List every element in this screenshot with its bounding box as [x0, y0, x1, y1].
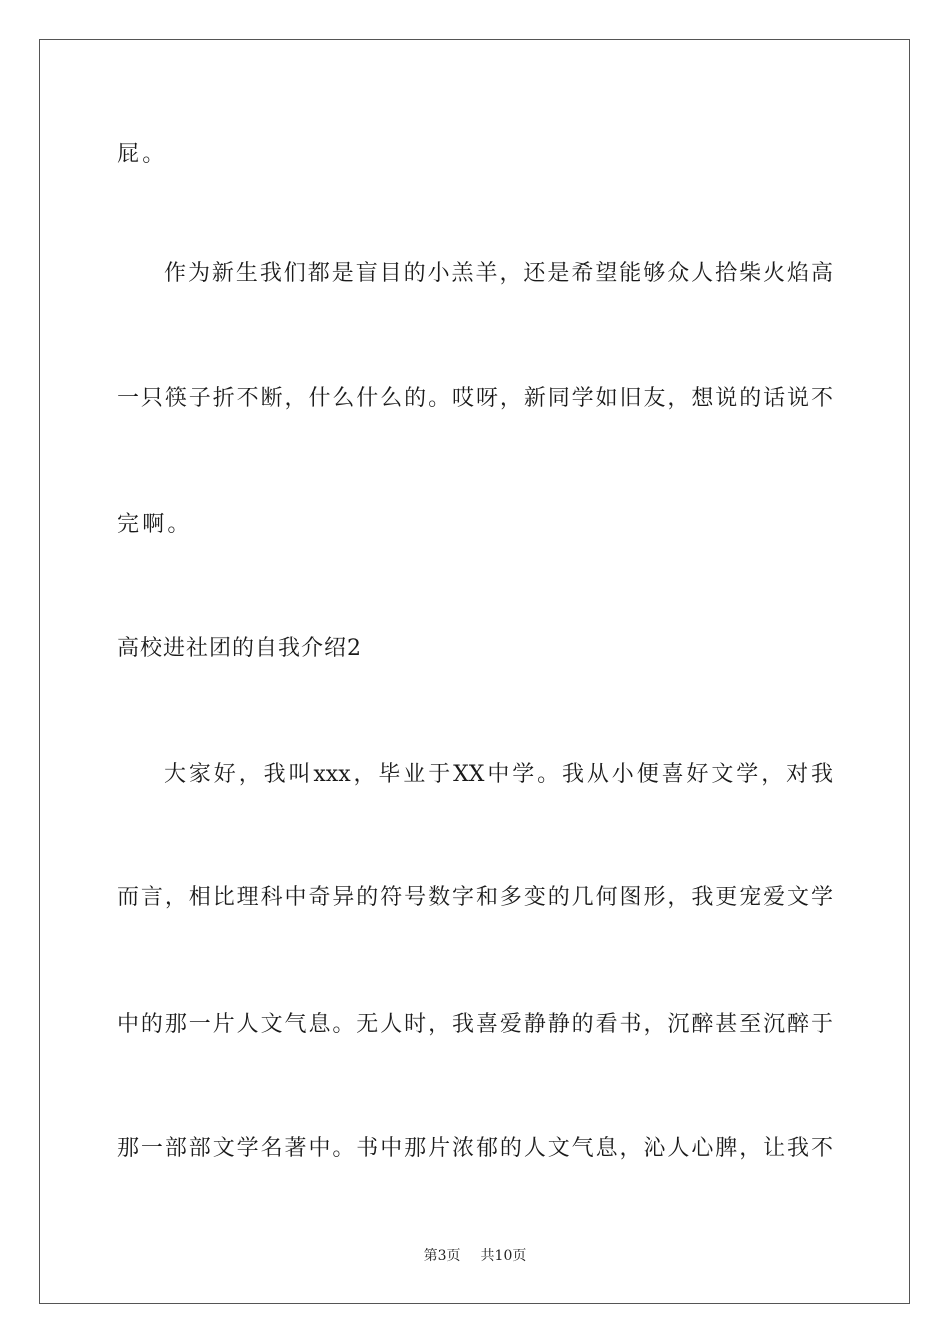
page-footer — [0, 1246, 950, 1266]
page-border — [39, 39, 910, 1304]
body-line-4: 完啊。 — [117, 512, 193, 537]
body-line-3: 一只筷子折不断，什么什么的。哎呀，新同学如旧友，想说的话说不 — [117, 386, 833, 411]
body-line-5: 大家好，我叫xxx，毕业于XX中学。我从小便喜好文学，对我 — [164, 762, 833, 787]
body-line-1: 屁。 — [117, 142, 168, 167]
body-line-2: 作为新生我们都是盲目的小羔羊，还是希望能够众人拾柴火焰高 — [164, 261, 833, 286]
body-line-6: 而言，相比理科中奇异的符号数字和多变的几何图形，我更宠爱文学 — [117, 885, 833, 910]
page-number: 第3页 — [423, 1248, 461, 1264]
body-line-8: 那一部部文学名著中。书中那片浓郁的人文气息，沁人心脾，让我不 — [117, 1136, 833, 1161]
body-line-7: 中的那一片人文气息。无人时，我喜爱静静的看书，沉醉甚至沉醉于 — [117, 1012, 833, 1037]
page-total: 共10页 — [480, 1248, 527, 1264]
section-heading: 高校进社团的自我介绍2 — [117, 636, 362, 661]
